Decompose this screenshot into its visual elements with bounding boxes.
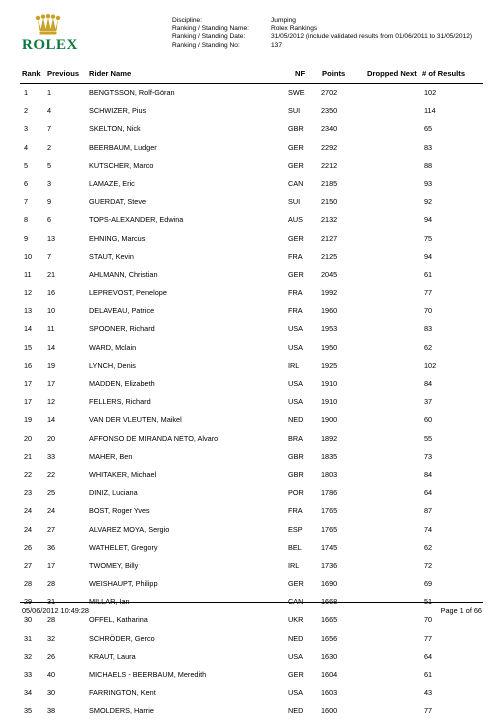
cell-rank: 28 bbox=[24, 579, 33, 589]
cell-rider-name: WEISHAUPT, Philipp bbox=[89, 579, 158, 589]
cell-rank: 8 bbox=[24, 215, 29, 225]
cell-results: 61 bbox=[424, 670, 433, 679]
header-results: # of Results bbox=[422, 69, 466, 78]
cell-points: 1603 bbox=[321, 688, 338, 698]
cell-results: 65 bbox=[424, 124, 433, 134]
cell-previous: 21 bbox=[47, 269, 56, 279]
cell-nf: GER bbox=[288, 269, 304, 279]
cell-results: 64 bbox=[424, 488, 433, 498]
cell-rider-name: MADDEN, Elizabeth bbox=[89, 379, 155, 388]
cell-results: 61 bbox=[424, 269, 433, 279]
cell-nf: BEL bbox=[288, 542, 302, 552]
table-row bbox=[0, 466, 500, 484]
cell-results: 94 bbox=[424, 215, 433, 225]
cell-results: 83 bbox=[424, 142, 433, 152]
meta-label: Discipline: bbox=[172, 17, 203, 24]
cell-rank: 17 bbox=[24, 379, 33, 388]
cell-results: 69 bbox=[424, 579, 433, 589]
meta-label: Ranking / Standing No: bbox=[172, 41, 240, 49]
footer-divider bbox=[20, 602, 483, 603]
cell-results: 102 bbox=[424, 88, 437, 97]
cell-nf: GER bbox=[288, 670, 304, 679]
cell-previous: 4 bbox=[47, 106, 52, 116]
cell-nf: SUI bbox=[288, 106, 301, 116]
table-row bbox=[0, 411, 500, 429]
cell-nf: FRA bbox=[288, 506, 303, 516]
cell-results: 72 bbox=[424, 560, 433, 570]
cell-rank: 11 bbox=[24, 269, 32, 279]
table-row bbox=[0, 521, 500, 539]
cell-points: 2185 bbox=[321, 178, 338, 188]
cell-points: 2045 bbox=[321, 269, 338, 279]
table-row bbox=[0, 193, 500, 211]
cell-results: 88 bbox=[424, 160, 433, 170]
cell-rider-name: WARD, Mclain bbox=[89, 342, 137, 352]
cell-rank: 6 bbox=[24, 178, 29, 188]
cell-previous: 6 bbox=[47, 215, 52, 225]
cell-previous: 20 bbox=[47, 433, 56, 443]
cell-results: 83 bbox=[424, 324, 433, 334]
cell-nf: FRA bbox=[288, 288, 303, 298]
cell-points: 1630 bbox=[321, 651, 338, 661]
cell-nf: FRA bbox=[288, 306, 303, 316]
cell-points: 1992 bbox=[321, 288, 338, 298]
rankings-table-body bbox=[0, 84, 500, 721]
cell-results: 77 bbox=[424, 288, 433, 298]
table-row bbox=[0, 339, 500, 357]
cell-rider-name: AHLMANN, Christian bbox=[89, 269, 158, 279]
page-indicator: Page 1 of 66 bbox=[440, 606, 482, 615]
meta-row-date bbox=[172, 33, 472, 41]
cell-nf: CAN bbox=[288, 178, 304, 188]
cell-rider-name: SPOONER, Richard bbox=[89, 324, 155, 334]
cell-nf: FRA bbox=[288, 251, 303, 261]
cell-results: 84 bbox=[424, 469, 433, 479]
table-row bbox=[0, 211, 500, 229]
cell-points: 1665 bbox=[321, 615, 338, 625]
cell-results: 74 bbox=[424, 524, 433, 534]
table-row bbox=[0, 375, 500, 393]
cell-nf: USA bbox=[288, 688, 304, 698]
cell-nf: UKR bbox=[288, 615, 304, 625]
header-nf: NF bbox=[295, 69, 306, 78]
cell-rank: 30 bbox=[24, 615, 33, 625]
cell-nf: GBR bbox=[288, 451, 304, 461]
cell-rank: 21 bbox=[24, 451, 33, 461]
cell-rider-name: SCHRÖDER, Gerco bbox=[89, 633, 155, 643]
meta-value: 137 bbox=[271, 41, 283, 49]
cell-previous: 7 bbox=[47, 124, 52, 134]
cell-nf: GER bbox=[288, 579, 304, 589]
cell-points: 1953 bbox=[321, 324, 338, 334]
cell-previous: 12 bbox=[47, 397, 56, 407]
cell-rank: 26 bbox=[24, 542, 33, 552]
cell-points: 1900 bbox=[321, 415, 338, 425]
cell-previous: 11 bbox=[47, 324, 55, 334]
cell-rider-name: DELAVEAU, Patrice bbox=[89, 306, 155, 316]
cell-nf: USA bbox=[288, 651, 304, 661]
cell-rank: 4 bbox=[24, 142, 29, 152]
cell-results: 84 bbox=[424, 379, 433, 388]
cell-previous: 22 bbox=[47, 469, 56, 479]
cell-nf: USA bbox=[288, 397, 304, 407]
cell-previous: 14 bbox=[47, 342, 56, 352]
cell-results: 43 bbox=[424, 688, 433, 698]
cell-rider-name: BOST, Roger Yves bbox=[89, 506, 150, 516]
cell-previous: 26 bbox=[47, 651, 56, 661]
cell-points: 2212 bbox=[321, 160, 338, 170]
table-row bbox=[0, 157, 500, 175]
cell-previous: 17 bbox=[47, 560, 56, 570]
cell-points: 1786 bbox=[321, 488, 338, 498]
cell-results: 37 bbox=[424, 397, 433, 407]
cell-rank: 3 bbox=[24, 124, 29, 134]
cell-rider-name: BEERBAUM, Ludger bbox=[89, 142, 157, 152]
cell-previous: 17 bbox=[47, 379, 56, 388]
table-row bbox=[0, 139, 500, 157]
cell-rank: 16 bbox=[24, 360, 33, 370]
table-row bbox=[0, 175, 500, 193]
cell-rank: 13 bbox=[24, 306, 33, 316]
cell-points: 2132 bbox=[321, 215, 338, 225]
meta-value: Rolex Rankings bbox=[271, 25, 318, 33]
cell-previous: 19 bbox=[47, 360, 56, 370]
table-row bbox=[0, 230, 500, 248]
cell-rider-name: GUERDAT, Steve bbox=[89, 197, 147, 207]
cell-previous: 9 bbox=[47, 197, 52, 207]
cell-previous: 24 bbox=[47, 506, 56, 516]
cell-results: 77 bbox=[424, 706, 433, 716]
cell-points: 1745 bbox=[321, 542, 338, 552]
meta-row-name bbox=[172, 25, 472, 33]
cell-points: 1600 bbox=[321, 706, 338, 716]
cell-previous: 10 bbox=[47, 306, 56, 316]
cell-rider-name: ALVAREZ MOYA, Sergio bbox=[89, 524, 170, 534]
cell-rank: 17 bbox=[24, 397, 33, 407]
cell-rank: 33 bbox=[24, 670, 33, 679]
cell-nf: GER bbox=[288, 142, 304, 152]
cell-results: 75 bbox=[424, 233, 433, 243]
cell-rider-name: KUTSCHER, Marco bbox=[89, 160, 154, 170]
header-rank: Rank bbox=[22, 69, 41, 78]
cell-results: 64 bbox=[424, 651, 433, 661]
cell-nf: IRL bbox=[288, 360, 300, 370]
cell-rank: 31 bbox=[24, 633, 33, 643]
cell-results: 60 bbox=[424, 415, 433, 425]
cell-rank: 7 bbox=[24, 197, 29, 207]
cell-points: 1765 bbox=[321, 506, 338, 516]
print-timestamp: 05/06/2012 10:49:28 bbox=[22, 606, 89, 615]
cell-rank: 22 bbox=[24, 469, 33, 479]
meta-value: 31/05/2012 (include validated results from 01/06/2011 to 31/05/2012) bbox=[271, 33, 473, 41]
header-points: Points bbox=[322, 69, 346, 78]
table-row bbox=[0, 302, 500, 320]
cell-rank: 20 bbox=[24, 433, 33, 443]
rolex-logo bbox=[22, 14, 78, 64]
cell-nf: SWE bbox=[288, 88, 305, 97]
cell-nf: GBR bbox=[288, 124, 304, 134]
table-row bbox=[0, 284, 500, 302]
table-row bbox=[0, 666, 500, 684]
cell-rider-name: MICHAELS - BEERBAUM, Meredith bbox=[89, 670, 207, 679]
cell-rider-name: SMOLDERS, Harrie bbox=[89, 706, 154, 716]
cell-rider-name: STAUT, Kevin bbox=[89, 251, 134, 261]
cell-nf: USA bbox=[288, 379, 304, 388]
cell-points: 1960 bbox=[321, 306, 338, 316]
cell-rank: 15 bbox=[24, 342, 33, 352]
cell-rider-name: TWOMEY, Billy bbox=[89, 560, 139, 570]
cell-nf: POR bbox=[288, 488, 304, 498]
cell-results: 70 bbox=[424, 615, 433, 625]
cell-rider-name: LYNCH, Denis bbox=[89, 360, 136, 370]
table-row bbox=[0, 84, 500, 102]
cell-rank: 32 bbox=[24, 651, 33, 661]
cell-previous: 40 bbox=[47, 670, 56, 679]
cell-results: 70 bbox=[424, 306, 433, 316]
cell-nf: IRL bbox=[288, 560, 300, 570]
table-row bbox=[0, 630, 500, 648]
cell-nf: SUI bbox=[288, 197, 301, 207]
cell-results: 92 bbox=[424, 197, 433, 207]
cell-rider-name: LAMAZE, Eric bbox=[89, 178, 135, 188]
table-row bbox=[0, 320, 500, 338]
cell-rider-name: OFFEL, Katharina bbox=[89, 615, 148, 625]
cell-points: 1910 bbox=[321, 379, 338, 388]
cell-points: 1892 bbox=[321, 433, 338, 443]
table-row bbox=[0, 248, 500, 266]
cell-points: 1950 bbox=[321, 342, 338, 352]
table-row bbox=[0, 430, 500, 448]
table-row bbox=[0, 484, 500, 502]
cell-points: 1925 bbox=[321, 360, 338, 370]
cell-points: 1656 bbox=[321, 633, 338, 643]
cell-rider-name: KRAUT, Laura bbox=[89, 651, 136, 661]
cell-nf: GER bbox=[288, 233, 304, 243]
table-row bbox=[0, 557, 500, 575]
meta-value: Jumping bbox=[271, 17, 296, 24]
cell-results: 73 bbox=[424, 451, 433, 461]
cell-previous: 28 bbox=[47, 615, 56, 625]
cell-previous: 7 bbox=[47, 251, 52, 261]
table-row bbox=[0, 357, 500, 375]
cell-rank: 19 bbox=[24, 415, 33, 425]
cell-points: 1910 bbox=[321, 397, 338, 407]
cell-nf: CAN bbox=[288, 597, 304, 607]
cell-nf: AUS bbox=[288, 215, 304, 225]
table-row bbox=[0, 684, 500, 702]
cell-results: 102 bbox=[424, 360, 437, 370]
cell-rank: 24 bbox=[24, 506, 33, 516]
cell-points: 1835 bbox=[321, 451, 338, 461]
cell-previous: 31 bbox=[47, 597, 56, 607]
meta-row-number bbox=[172, 42, 472, 50]
meta-row-discipline bbox=[172, 17, 472, 25]
cell-rider-name: TOPS-ALEXANDER, Edwina bbox=[89, 215, 184, 225]
cell-results: 93 bbox=[424, 178, 433, 188]
cell-rider-name: SKELTON, Nick bbox=[89, 124, 141, 134]
cell-previous: 36 bbox=[47, 542, 56, 552]
cell-nf: NED bbox=[288, 415, 304, 425]
cell-previous: 28 bbox=[47, 579, 56, 589]
cell-results: 62 bbox=[424, 342, 433, 352]
table-row bbox=[0, 120, 500, 138]
meta-label: Ranking / Standing Name: bbox=[172, 25, 249, 33]
cell-rider-name: VAN DER VLEUTEN, Maikel bbox=[89, 415, 182, 425]
cell-nf: USA bbox=[288, 342, 304, 352]
cell-rank: 23 bbox=[24, 488, 33, 498]
table-row bbox=[0, 448, 500, 466]
cell-rider-name: BENGTSSON, Rolf-Göran bbox=[89, 88, 175, 97]
table-row bbox=[0, 702, 500, 720]
cell-previous: 25 bbox=[47, 488, 56, 498]
cell-points: 2340 bbox=[321, 124, 338, 134]
cell-points: 2292 bbox=[321, 142, 338, 152]
cell-rider-name: WHITAKER, Michael bbox=[89, 469, 157, 479]
cell-results: 62 bbox=[424, 542, 433, 552]
table-row bbox=[0, 575, 500, 593]
cell-rank: 5 bbox=[24, 160, 29, 170]
cell-rank: 27 bbox=[24, 560, 33, 570]
cell-rider-name: FELLERS, Richard bbox=[89, 397, 151, 407]
cell-results: 94 bbox=[424, 251, 433, 261]
cell-results: 114 bbox=[424, 106, 436, 116]
cell-rank: 24 bbox=[24, 524, 33, 534]
ranking-metadata bbox=[172, 17, 472, 50]
meta-label: Ranking / Standing Date: bbox=[172, 33, 246, 41]
table-row bbox=[0, 393, 500, 411]
cell-results: 77 bbox=[424, 633, 433, 643]
cell-nf: GER bbox=[288, 160, 304, 170]
cell-results: 87 bbox=[424, 506, 433, 516]
cell-rank: 12 bbox=[24, 288, 33, 298]
cell-previous: 5 bbox=[47, 160, 52, 170]
cell-nf: BRA bbox=[288, 433, 304, 443]
cell-nf: GBR bbox=[288, 469, 304, 479]
cell-nf: NED bbox=[288, 633, 304, 643]
table-row bbox=[0, 648, 500, 666]
cell-rider-name: DINIZ, Luciana bbox=[89, 488, 138, 498]
cell-rank: 35 bbox=[24, 706, 33, 716]
cell-rider-name: MAHER, Ben bbox=[89, 451, 133, 461]
cell-points: 2125 bbox=[321, 251, 338, 261]
cell-rider-name: LEPREVOST, Penelope bbox=[89, 288, 167, 298]
cell-points: 1765 bbox=[321, 524, 338, 534]
cell-rank: 10 bbox=[24, 251, 33, 261]
table-row bbox=[0, 539, 500, 557]
cell-rider-name: FARRINGTON, Kent bbox=[89, 688, 156, 698]
cell-points: 2702 bbox=[321, 88, 338, 97]
cell-previous: 33 bbox=[47, 451, 56, 461]
table-header bbox=[0, 69, 500, 81]
cell-points: 1668 bbox=[321, 597, 338, 607]
cell-previous: 16 bbox=[47, 288, 56, 298]
cell-previous: 1 bbox=[47, 88, 52, 97]
table-row bbox=[0, 102, 500, 120]
cell-previous: 32 bbox=[47, 633, 56, 643]
cell-previous: 14 bbox=[47, 415, 56, 425]
header-dropped-next: Dropped Next bbox=[367, 69, 417, 78]
header-rider-name: Rider Name bbox=[89, 69, 132, 78]
cell-points: 2150 bbox=[321, 197, 338, 207]
cell-points: 2350 bbox=[321, 106, 338, 116]
brand-wordmark: ROLEX bbox=[22, 37, 78, 53]
crown-icon bbox=[35, 14, 61, 36]
cell-rider-name: MILLAR, Ian bbox=[89, 597, 130, 607]
cell-rank: 9 bbox=[24, 233, 29, 243]
cell-previous: 3 bbox=[47, 178, 52, 188]
header-previous: Previous bbox=[47, 69, 80, 78]
cell-nf: USA bbox=[288, 324, 304, 334]
cell-results: 55 bbox=[424, 433, 433, 443]
cell-points: 1690 bbox=[321, 579, 338, 589]
cell-previous: 38 bbox=[47, 706, 56, 716]
cell-points: 2127 bbox=[321, 233, 338, 243]
cell-points: 1736 bbox=[321, 560, 338, 570]
cell-rank: 29 bbox=[24, 597, 33, 607]
cell-rider-name: SCHWIZER, Pius bbox=[89, 106, 147, 116]
cell-nf: ESP bbox=[288, 524, 303, 534]
table-row bbox=[0, 502, 500, 520]
cell-rider-name: AFFONSO DE MIRANDA NETO, Alvaro bbox=[89, 433, 219, 443]
cell-nf: NED bbox=[288, 706, 304, 716]
cell-previous: 30 bbox=[47, 688, 56, 698]
cell-rank: 1 bbox=[24, 88, 29, 97]
cell-previous: 27 bbox=[47, 524, 56, 534]
cell-points: 1604 bbox=[321, 670, 338, 679]
cell-rider-name: EHNING, Marcus bbox=[89, 233, 146, 243]
cell-previous: 13 bbox=[47, 233, 56, 243]
table-row bbox=[0, 266, 500, 284]
cell-points: 1803 bbox=[321, 469, 338, 479]
cell-rank: 2 bbox=[24, 106, 29, 116]
cell-previous: 2 bbox=[47, 142, 52, 152]
cell-rank: 14 bbox=[24, 324, 33, 334]
cell-rank: 34 bbox=[24, 688, 33, 698]
cell-rider-name: WATHELET, Gregory bbox=[89, 542, 158, 552]
cell-results: 51 bbox=[424, 597, 433, 607]
